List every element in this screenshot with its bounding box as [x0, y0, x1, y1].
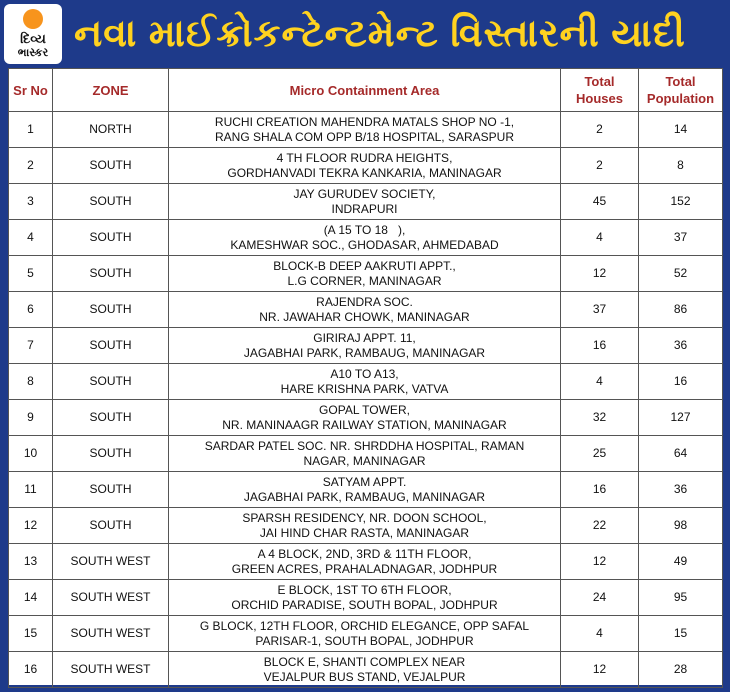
cell-zone: SOUTH [53, 220, 169, 256]
area-line-2: NR. JAWAHAR CHOWK, MANINAGAR [259, 309, 470, 324]
header-population: Total Population [639, 69, 723, 112]
cell-sr-no: 14 [9, 580, 53, 616]
area-line-1: JAY GURUDEV SOCIETY, [293, 186, 436, 201]
area-line-1: G BLOCK, 12TH FLOOR, ORCHID ELEGANCE, OPP SAFAL [199, 618, 530, 633]
cell-area [169, 220, 561, 256]
cell-zone: SOUTH WEST [53, 580, 169, 616]
cell-population: 52 [639, 256, 723, 292]
cell-houses: 4 [561, 220, 639, 256]
cell-houses: 12 [561, 544, 639, 580]
cell-houses: 2 [561, 112, 639, 148]
table-row [9, 184, 723, 220]
area-line-2: L.G CORNER, MANINAGAR [287, 273, 442, 288]
table-row [9, 472, 723, 508]
area-line-2: PARISAR-1, SOUTH BOPAL, JODHPUR [255, 633, 474, 648]
cell-houses: 24 [561, 580, 639, 616]
cell-sr-no: 1 [9, 112, 53, 148]
cell-area [169, 652, 561, 688]
cell-population: 37 [639, 220, 723, 256]
cell-houses: 25 [561, 436, 639, 472]
cell-population: 152 [639, 184, 723, 220]
cell-houses: 45 [561, 184, 639, 220]
cell-area [169, 328, 561, 364]
cell-houses: 32 [561, 400, 639, 436]
cell-area [169, 256, 561, 292]
cell-zone: SOUTH [53, 292, 169, 328]
table-row [9, 508, 723, 544]
cell-houses: 16 [561, 472, 639, 508]
cell-area [169, 508, 561, 544]
area-line-2: NAGAR, MANINAGAR [303, 453, 426, 468]
page-title: નવા માઈક્રોકન્ટેન્ટમેન્ટ વિસ્તારની યાદી [74, 13, 686, 55]
table-row [9, 400, 723, 436]
table-row [9, 328, 723, 364]
area-line-1: RUCHI CREATION MAHENDRA MATALS SHOP NO -1, [214, 114, 515, 129]
cell-population: 98 [639, 508, 723, 544]
area-line-2: VEJALPUR BUS STAND, VEJALPUR [263, 669, 466, 684]
area-line-2: KAMESHWAR SOC., GHODASAR, AHMEDABAD [230, 237, 499, 252]
area-line-1: 4 TH FLOOR RUDRA HEIGHTS, [276, 150, 453, 165]
cell-zone: SOUTH WEST [53, 544, 169, 580]
area-line-2: JAGABHAI PARK, RAMBAUG, MANINAGAR [243, 345, 486, 360]
area-line-2: INDRAPURI [331, 201, 398, 216]
divya-bhaskar-logo [4, 4, 62, 64]
cell-population: 49 [639, 544, 723, 580]
cell-area [169, 400, 561, 436]
cell-sr-no: 10 [9, 436, 53, 472]
cell-population: 15 [639, 616, 723, 652]
cell-area [169, 148, 561, 184]
cell-sr-no: 4 [9, 220, 53, 256]
cell-sr-no: 12 [9, 508, 53, 544]
area-line-1: (A 15 TO 18 ), [323, 222, 406, 237]
logo-text-line2: ભાસ્કર [17, 47, 49, 59]
cell-sr-no: 15 [9, 616, 53, 652]
area-line-2: GORDHANVADI TEKRA KANKARIA, MANINAGAR [227, 165, 502, 180]
cell-area [169, 580, 561, 616]
cell-sr-no: 13 [9, 544, 53, 580]
area-line-1: SPARSH RESIDENCY, NR. DOON SCHOOL, [242, 510, 487, 525]
cell-population: 28 [639, 652, 723, 688]
table-body [9, 112, 723, 688]
containment-table [8, 68, 723, 688]
cell-sr-no: 16 [9, 652, 53, 688]
table-row [9, 220, 723, 256]
cell-houses: 37 [561, 292, 639, 328]
cell-sr-no: 5 [9, 256, 53, 292]
cell-houses: 12 [561, 256, 639, 292]
cell-zone: SOUTH [53, 472, 169, 508]
cell-zone: NORTH [53, 112, 169, 148]
cell-sr-no: 11 [9, 472, 53, 508]
header [0, 0, 730, 68]
table-row [9, 652, 723, 688]
cell-population: 36 [639, 472, 723, 508]
cell-zone: SOUTH [53, 184, 169, 220]
area-line-2: JAGABHAI PARK, RAMBAUG, MANINAGAR [243, 489, 486, 504]
area-line-2: RANG SHALA COM OPP B/18 HOSPITAL, SARASPUR [215, 129, 514, 144]
cell-population: 64 [639, 436, 723, 472]
area-line-1: A 4 BLOCK, 2ND, 3RD & 11TH FLOOR, [257, 546, 472, 561]
logo-text-line1: દિવ્ય [20, 31, 46, 46]
cell-area [169, 364, 561, 400]
cell-area [169, 616, 561, 652]
cell-population: 36 [639, 328, 723, 364]
area-line-1: SATYAM APPT. [322, 474, 407, 489]
cell-houses: 4 [561, 616, 639, 652]
area-line-2: NR. MANINAAGR RAILWAY STATION, MANINAGAR [222, 417, 507, 432]
cell-zone: SOUTH [53, 508, 169, 544]
cell-houses: 16 [561, 328, 639, 364]
cell-zone: SOUTH [53, 148, 169, 184]
area-line-1: BLOCK-B DEEP AAKRUTI APPT., [273, 258, 456, 273]
table-row [9, 292, 723, 328]
area-line-1: SARDAR PATEL SOC. NR. SHRDDHA HOSPITAL, RAMAN [204, 438, 525, 453]
area-line-2: ORCHID PARADISE, SOUTH BOPAL, JODHPUR [231, 597, 498, 612]
area-line-2: HARE KRISHNA PARK, VATVA [280, 381, 449, 396]
cell-houses: 2 [561, 148, 639, 184]
cell-sr-no: 7 [9, 328, 53, 364]
table-row [9, 148, 723, 184]
cell-population: 95 [639, 580, 723, 616]
table-panel [8, 68, 722, 685]
cell-sr-no: 8 [9, 364, 53, 400]
area-line-2: GREEN ACRES, PRAHALADNAGAR, JODHPUR [231, 561, 498, 576]
cell-zone: SOUTH WEST [53, 616, 169, 652]
cell-houses: 12 [561, 652, 639, 688]
cell-population: 127 [639, 400, 723, 436]
area-line-1: RAJENDRA SOC. [316, 294, 413, 309]
header-zone: ZONE [53, 69, 169, 112]
cell-zone: SOUTH [53, 328, 169, 364]
header-houses: Total Houses [561, 69, 639, 112]
table-row [9, 436, 723, 472]
header-sr-no: Sr No [9, 69, 53, 112]
cell-sr-no: 3 [9, 184, 53, 220]
cell-zone: SOUTH [53, 364, 169, 400]
cell-sr-no: 6 [9, 292, 53, 328]
cell-population: 86 [639, 292, 723, 328]
area-line-1: E BLOCK, 1ST TO 6TH FLOOR, [277, 582, 452, 597]
area-line-1: GOPAL TOWER, [319, 402, 410, 417]
cell-population: 8 [639, 148, 723, 184]
cell-population: 16 [639, 364, 723, 400]
area-line-1: GIRIRAJ APPT. 11, [313, 330, 416, 345]
cell-area [169, 472, 561, 508]
cell-area [169, 292, 561, 328]
table-row [9, 544, 723, 580]
cell-sr-no: 2 [9, 148, 53, 184]
cell-area [169, 436, 561, 472]
area-line-1: A10 TO A13, [330, 366, 399, 381]
cell-houses: 22 [561, 508, 639, 544]
cell-area [169, 112, 561, 148]
cell-zone: SOUTH [53, 256, 169, 292]
cell-sr-no: 9 [9, 400, 53, 436]
cell-population: 14 [639, 112, 723, 148]
cell-zone: SOUTH [53, 400, 169, 436]
table-row [9, 112, 723, 148]
cell-area [169, 544, 561, 580]
cell-zone: SOUTH WEST [53, 652, 169, 688]
area-line-2: JAI HIND CHAR RASTA, MANINAGAR [259, 525, 470, 540]
cell-zone: SOUTH [53, 436, 169, 472]
header-area: Micro Containment Area [169, 69, 561, 112]
sun-icon [23, 9, 43, 29]
table-row [9, 364, 723, 400]
cell-houses: 4 [561, 364, 639, 400]
table-row [9, 256, 723, 292]
table-row [9, 616, 723, 652]
table-row [9, 580, 723, 616]
area-line-1: BLOCK E, SHANTI COMPLEX NEAR [263, 654, 466, 669]
cell-area [169, 184, 561, 220]
table-header-row [9, 69, 723, 112]
